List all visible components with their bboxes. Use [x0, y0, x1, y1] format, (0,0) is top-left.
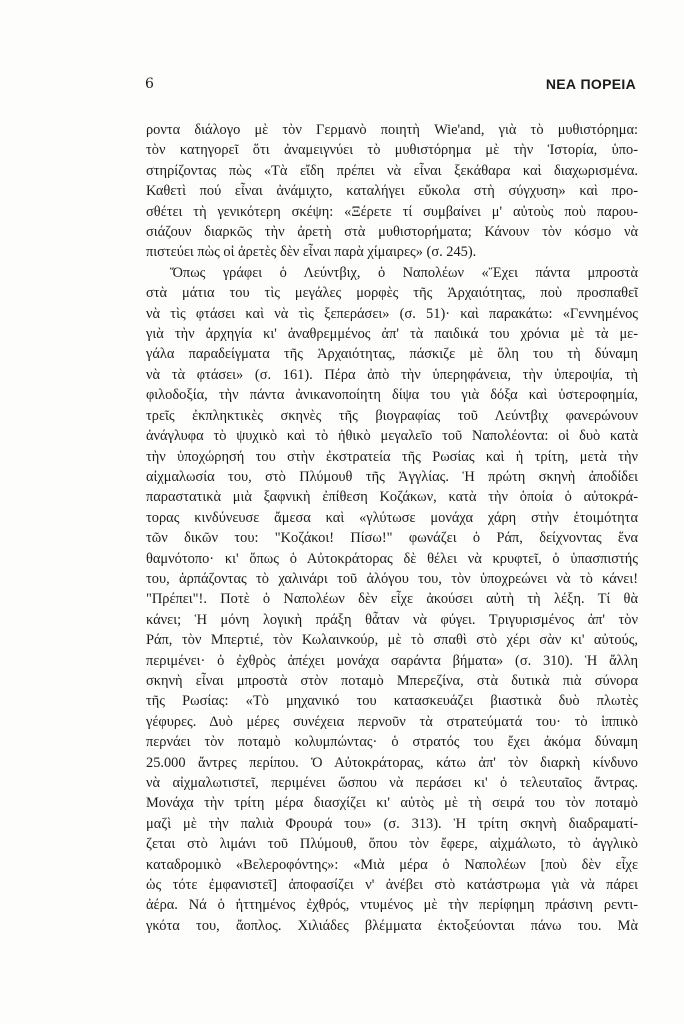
text-line: τορας κινδύνευσε ἄμεσα καὶ «γλύτωσε μονάχα χάρη στὴν ἑτοιμότητα: [146, 509, 638, 526]
text-line: τὸν κατηγορεῖ ὅτι ἀναμειγνύει τὸ μυθιστόρημα μὲ τὴν Ἱστορία, ὑπο-: [146, 142, 638, 159]
text-line: Ράπ, τὸν Μπερτιέ, τὸν Κωλαινκούρ, μὲ τὸ σπαθὶ στὸ χέρι σὰν κι' αὐτούς,: [146, 632, 638, 649]
text-line: νὰ αἰχμαλωτιστεῖ, περιμένει ὥσπου νὰ περάσει κι' ὁ τελευταῖος ἄντρας.: [146, 775, 638, 791]
text-line: μαζὶ μὲ τὴν παλιὰ Φρουρά του» (σ. 313). Ἡ τρίτη σκηνὴ διαδραματί-: [146, 815, 638, 832]
text-line: ὡς τότε ἐμφανιστεῖ] ἀποφασίζει ν' ἀνέβει στὸ κατάστρωμα γιὰ νὰ πάρει: [146, 877, 638, 894]
text-line: στηρίζοντας πὼς «Τὰ εἴδη πρέπει νὰ εἶναι ξεκάθαρα καὶ διαχωρισμένα.: [146, 162, 638, 179]
text-line: τῆς Ρωσίας: «Τὸ μηχανικό του κατασκευάζει βιαστικὰ δυὸ πλωτὲς: [146, 693, 638, 710]
text-line: σκηνὴ εἶναι μπροστὰ στὸν ποταμὸ Μπερεζίνα, στὰ δυτικὰ πιὰ σύνορα: [146, 672, 638, 689]
text-line: του, ἁρπάζοντας τὸ χαλινάρι τοῦ ἀλόγου του, τὸν ὑποχρεώνει νὰ τὸ κάνει!: [146, 570, 638, 587]
text-line: γκότα του, ἄοπλος. Χιλιάδες βλέμματα ἐκτοξεύονται πάνω του. Μὰ: [146, 917, 638, 934]
text-line: καταδρομικὸ «Βελεροφόντης»: «Μιὰ μέρα ὁ Ναπολέων [ποὺ δὲν εἶχε: [146, 856, 638, 873]
text-line: ζεται στὸ λιμάνι τοῦ Πλύμουθ, ὅπου τὸν ἔφερε, αἰχμάλωτο, τὸ ἀγγλικὸ: [146, 836, 638, 853]
page-number: 6: [145, 76, 154, 92]
text-line: θαμνότοπο· κι' ὅπως ὁ Αὐτοκράτορας δὲ θέλει νὰ κρυφτεῖ, ὁ ὑπασπιστής: [146, 550, 638, 567]
text-line: γάλα παραδείγματα τῆς Ἀρχαιότητας, πάσκιζε μὲ ὅλη του τὴ δύναμη: [146, 346, 638, 363]
text-line: νὰ τὶς φτάσει καὶ νὰ τὶς ξεπεράσει» (σ. 51)· καὶ παρακάτω: «Γεννημένος: [146, 305, 638, 322]
text-line: περιμένει· ὁ ἐχθρὸς ἀπέχει μονάχα σαράντα βήματα» (σ. 310). Ἡ ἄλλη: [146, 652, 638, 669]
paragraph-1: [146, 120, 638, 263]
text-line: φιλοδοξία, τὴν πάντα ἀνικανοποίητη δίψα του γιὰ δόξα καὶ ὑστεροφημία,: [146, 387, 638, 404]
paragraph-2: [146, 263, 638, 936]
running-title: ΝΕΑ ΠΟΡΕΙΑ: [545, 76, 636, 92]
page-header: [145, 76, 636, 96]
text-line: ροντα διάλογο μὲ τὸν Γερμανὸ ποιητὴ Wie'and, γιὰ τὸ μυθιστόρημα:: [146, 122, 638, 138]
body-text: [146, 120, 638, 936]
text-line: γέφυρες. Δυὸ μέρες συνέχεια περνοῦν τὰ στρατεύματά του· τὸ ἱππικὸ: [146, 713, 638, 730]
text-line: 25.000 ἄντρες περίπου. Ὁ Αὐτοκράτορας, κάτω ἀπ' τὸν διαρκὴ κίνδυνο: [146, 754, 638, 771]
text-line: τὴν ὑποχώρησή του στὴν ἐκστρατεία τῆς Ρωσίας καὶ ἡ τρίτη, μετὰ τὴν: [146, 448, 638, 465]
text-line: "Πρέπει"!. Ποτὲ ὁ Ναπολέων δὲν εἶχε ἀκούσει αὐτὴ τὴ λέξη. Τί θὰ: [146, 591, 638, 608]
text-line: περνάει τὸν ποταμὸ κολυμπώντας· ὁ στρατός του ἔχει ἀκόμα δύναμη: [146, 734, 638, 751]
text-line: νὰ τὰ φτάσει» (σ. 161). Πέρα ἀπὸ τὴν ὑπερηφάνεια, τὴν ὑπεροψία, τὴ: [146, 366, 638, 383]
text-line: πιστεύει πὼς οἱ ἀρετὲς δὲν εἶναι παρὰ χίμαιρες» (σ. 245).: [146, 244, 477, 261]
text-line: παραστατικὰ μιὰ ξαφνικὴ ἐπίθεση Κοζάκων, κατὰ τὴν ὁποία ὁ αὐτοκρά-: [146, 489, 638, 506]
text-line: αἰχμαλωσία του, στὸ Πλύμουθ τῆς Ἀγγλίας. Ἡ πρώτη σκηνὴ ἀποδίδει: [146, 468, 638, 485]
text-line: σθέτει τὴ γενικότερη σκέψη: «Ξέρετε τί συμβαίνει μ' αὐτοὺς ποὺ παρου-: [146, 203, 638, 220]
text-line: σιάζουν διαρκῶς τὴν ἀρετὴ στὰ μυθιστορήματα; Κάνουν τὸν κόσμο νὰ: [146, 224, 638, 241]
text-line: Καθετὶ πού εἶναι ἀνάμιχτο, καταλήγει εὔκολα στὴ σύγχυση» καὶ προ-: [146, 183, 638, 200]
text-line: τῶν δικῶν του: "Κοζάκοι! Πίσω!" φωνάζει ὁ Ράπ, δείχνοντας ἕνα: [146, 530, 638, 547]
text-line: Μονάχα τὴν τρίτη μέρα διασχίζει κι' αὐτὸς μὲ τὴ σειρά του τὸν ποταμὸ: [146, 795, 638, 812]
text-line: ἀνάγλυφα τὸ ψυχικὸ καὶ τὸ ἠθικὸ μεγαλεῖο τοῦ Ναπολέοντα: οἱ δυὸ κατὰ: [146, 428, 638, 445]
text-line: στὰ μάτια του τὶς μεγάλες μορφὲς τῆς Ἀρχαιότητας, ποὺ προσπαθεῖ: [146, 285, 638, 302]
text-line: γιὰ τὴν ἀρχηγία κι' ἀναθρεμμένος ἀπ' τὰ παιδικά του χρόνια μὲ τὰ με-: [146, 326, 638, 343]
text-line: τρεῖς ἐκπληκτικὲς σκηνὲς τῆς βιογραφίας τοῦ Λεύντβιχ φανερώνουν: [146, 407, 638, 424]
text-line: ἀέρα. Νά ὁ ἡττημένος ἐχθρός, ντυμένος μὲ τὴν περίφημη πράσινη ρεντι-: [146, 897, 638, 914]
text-line: κάνει; Ἡ μόνη λογικὴ πράξη θἆταν νὰ φύγει. Τριγυρισμένος ἀπ' τὸν: [146, 611, 638, 628]
text-line: Ὅπως γράφει ὁ Λεύντβιχ, ὁ Ναπολέων «Ἔχει πάντα μπροστὰ: [170, 264, 638, 281]
